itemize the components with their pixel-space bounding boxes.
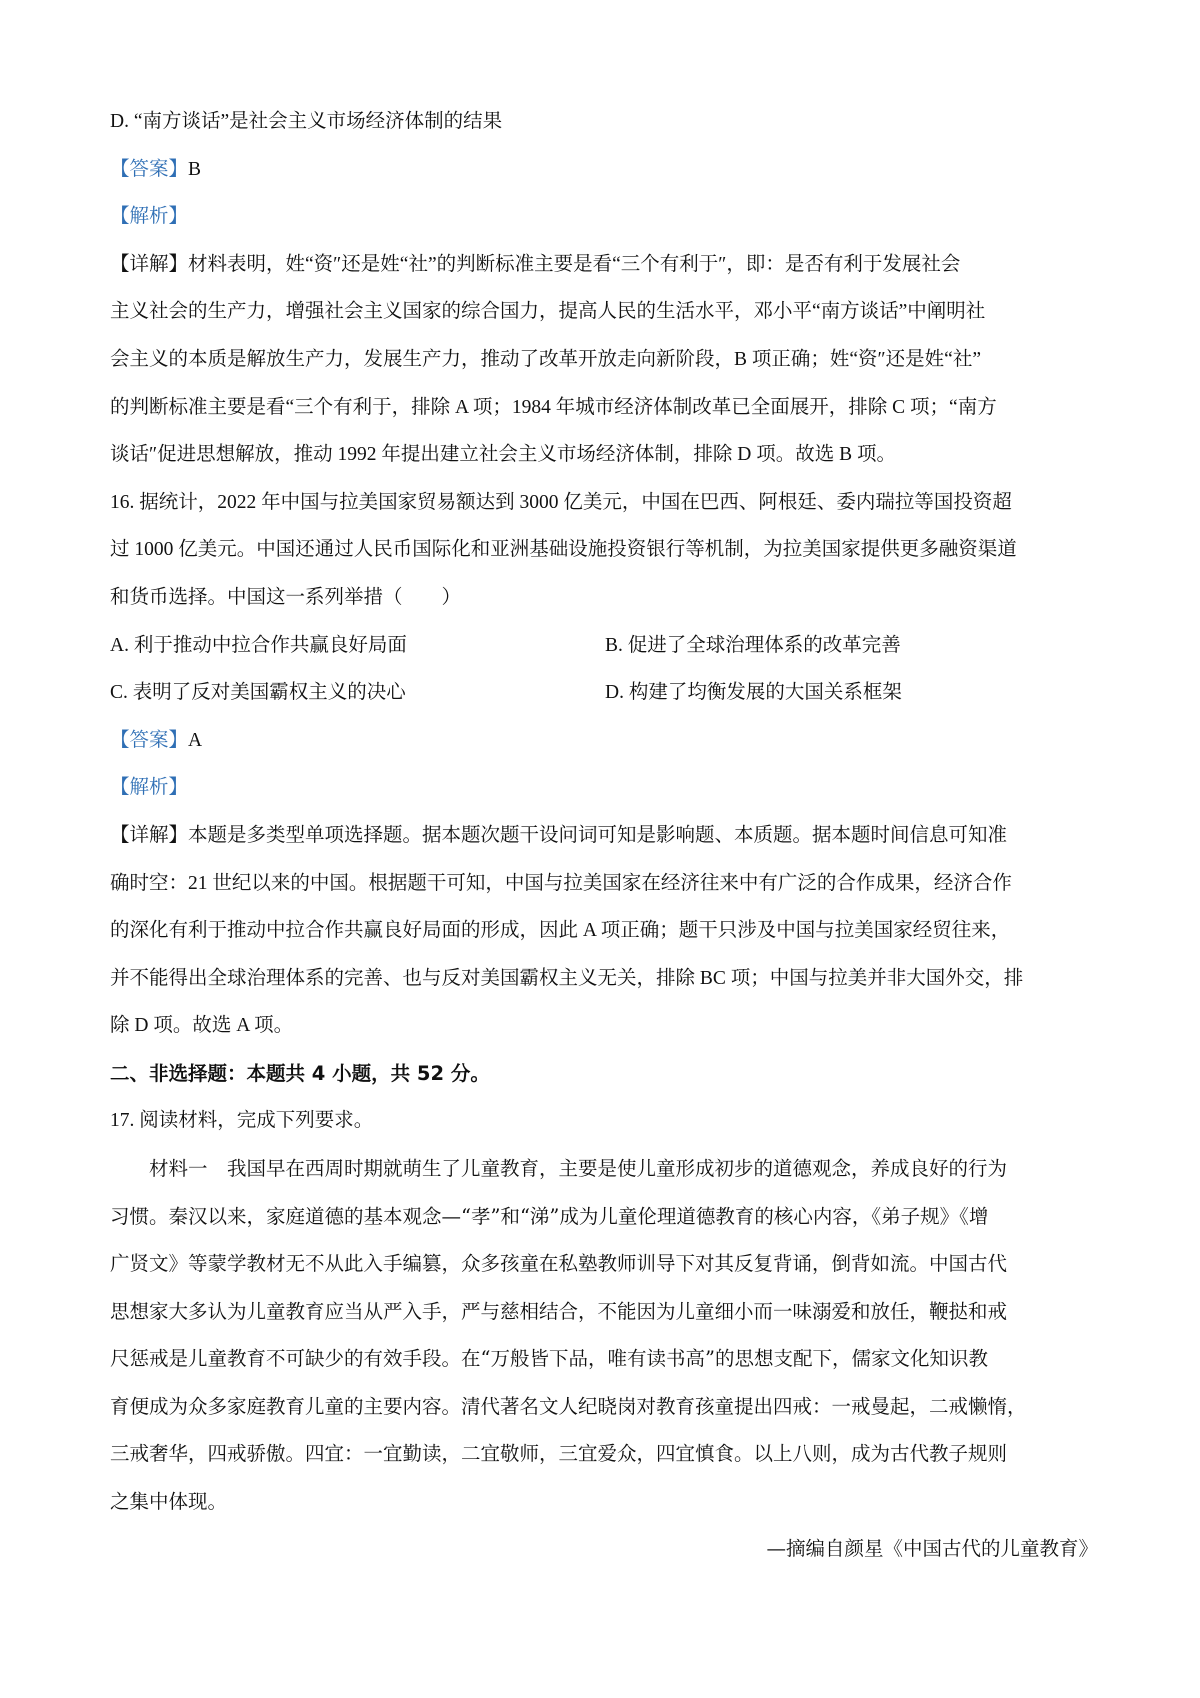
material-line: 育便成为众多家庭教育儿童的主要内容。清代著名文人纪晓岗对教育孩童提出四戒：一戒曼起，二戒懒惰， — [110, 1394, 1027, 1418]
q16-option-c: C. 表明了反对美国霸权主义的决心 — [110, 682, 406, 704]
q15-option-d: D. “南方谈话”是社会主义市场经济体制的结果 — [110, 111, 503, 132]
analysis-tag: 【解析】 — [110, 777, 189, 799]
q16-options-row — [110, 622, 1100, 670]
q15-detail-line: 的判断标准主要是看“三个有利于，排除 A 项；1984 年城市经济体制改革已全面展开，排除 C 项；“南方 — [110, 396, 997, 418]
material-line: 之集中体现。 — [110, 1489, 228, 1513]
answer-tag: 【答案】 — [110, 158, 189, 180]
q16-stem-line: 16. 据统计，2022 年中国与拉美国家贸易额达到 3000 亿美元，中国在巴西、阿根廷、委内瑞拉等国投资超 — [110, 491, 1012, 513]
exam-page — [110, 98, 1100, 1573]
q16-detail-line: 并不能得出全球治理体系的完善、也与反对美国霸权主义无关，排除 BC 项；中国与拉美并非大国外交，排 — [110, 967, 1024, 989]
detail-tag: 【详解】 — [110, 824, 189, 846]
q15-detail-line: 谈话″促进思想解放，推动 1992 年提出建立社会主义市场经济体制，排除 D 项。故选 B 项。 — [110, 444, 896, 466]
material-line: 习惯。秦汉以来，家庭道德的基本观念—“孝”和“涕”成为儿童伦理道德教育的核心内容，《弟子规》《增 — [110, 1204, 989, 1228]
material-line: 尺惩戒是儿童教育不可缺少的有效手段。在“万般皆下品，唯有读书高”的思想支配下，儒家文化知识教 — [110, 1347, 988, 1371]
q16-detail-line: 确时空：21 世纪以来的中国。根据题干可知，中国与拉美国家在经济往来中有广泛的合作成果，经济合作 — [110, 872, 1012, 894]
detail-text: 材料表明，姓“资″还是姓“社”的判断标准主要是看“三个有利于″，即：是否有利于发展社会 — [188, 253, 961, 275]
q16-stem-line: 和货币选择。中国这一系列举措（ ） — [110, 586, 462, 608]
q16-analysis — [110, 764, 1100, 812]
material-line: 思想家大多认为儿童教育应当从严入手，严与慈相结合，不能因为儿童细小而一味溺爱和放任，鞭挞和戒 — [110, 1299, 1008, 1323]
q17-material — [110, 1145, 1100, 1525]
analysis-tag: 【解析】 — [110, 206, 189, 228]
answer-tag: 【答案】 — [110, 729, 189, 751]
material-line: 三戒奢华，四戒骄傲。四宜：一宜勤读，二宜敬师，三宜爱众，四宜慎食。以上八则，成为古代教子规则 — [110, 1442, 1008, 1466]
q16-detail-line: 的深化有利于推动中拉合作共赢良好局面的形成，因此 A 项正确；题干只涉及中国与拉美国家经贸往来， — [110, 920, 1011, 942]
detail-tag: 【详解】 — [110, 253, 189, 275]
q17-stem: 17. 阅读材料，完成下列要求。 — [110, 1110, 374, 1132]
q15-detail-line: 主义社会的生产力，增强社会主义国家的综合国力，提高人民的生活水平，邓小平“南方谈话”中阐明社 — [110, 301, 986, 323]
q16-option-b: B. 促进了全球治理体系的改革完善 — [605, 634, 901, 656]
detail-text: 本题是多类型单项选择题。据本题次题干设问词可知是影响题、本质题。据本题时间信息可知准 — [188, 824, 1008, 846]
answer-value: B — [188, 158, 202, 180]
q16-option-d: D. 构建了均衡发展的大国关系框架 — [605, 682, 902, 704]
q16-stem-line: 过 1000 亿美元。中国还通过人民币国际化和亚洲基础设施投资银行等机制，为拉美国家提供更多融资渠道 — [110, 539, 1017, 561]
q16-option-a: A. 利于推动中拉合作共赢良好局面 — [110, 634, 407, 656]
material-line: 广贤文》等蒙学教材无不从此入手编篡，众多孩童在私塾教师训导下对其反复背诵，倒背如流。中国古代 — [110, 1252, 1008, 1276]
q15-detail-line: 会主义的本质是解放生产力，发展生产力，推动了改革开放走向新阶段，B 项正确；姓“资″还是姓“社” — [110, 348, 981, 370]
q16-answer — [110, 717, 1100, 765]
q16-detail-line: 除 D 项。故选 A 项。 — [110, 1015, 294, 1037]
section-heading: 二、非选择题：本题共 4 小题，共 52 分。 — [110, 1061, 490, 1085]
q16-detail-line — [110, 812, 1100, 860]
answer-value: A — [188, 729, 203, 751]
q15-analysis — [110, 193, 1100, 241]
material-line: 材料一 我国早在西周时期就萌生了儿童教育，主要是使儿童形成初步的道德观念，养成良好的行为 — [149, 1157, 1008, 1181]
q16-options-row — [110, 669, 1100, 717]
q15-detail-line — [110, 241, 1100, 289]
material-source: —摘编自颜星《中国古代的儿童教育》 — [766, 1537, 1098, 1561]
q15-answer — [110, 146, 1100, 194]
